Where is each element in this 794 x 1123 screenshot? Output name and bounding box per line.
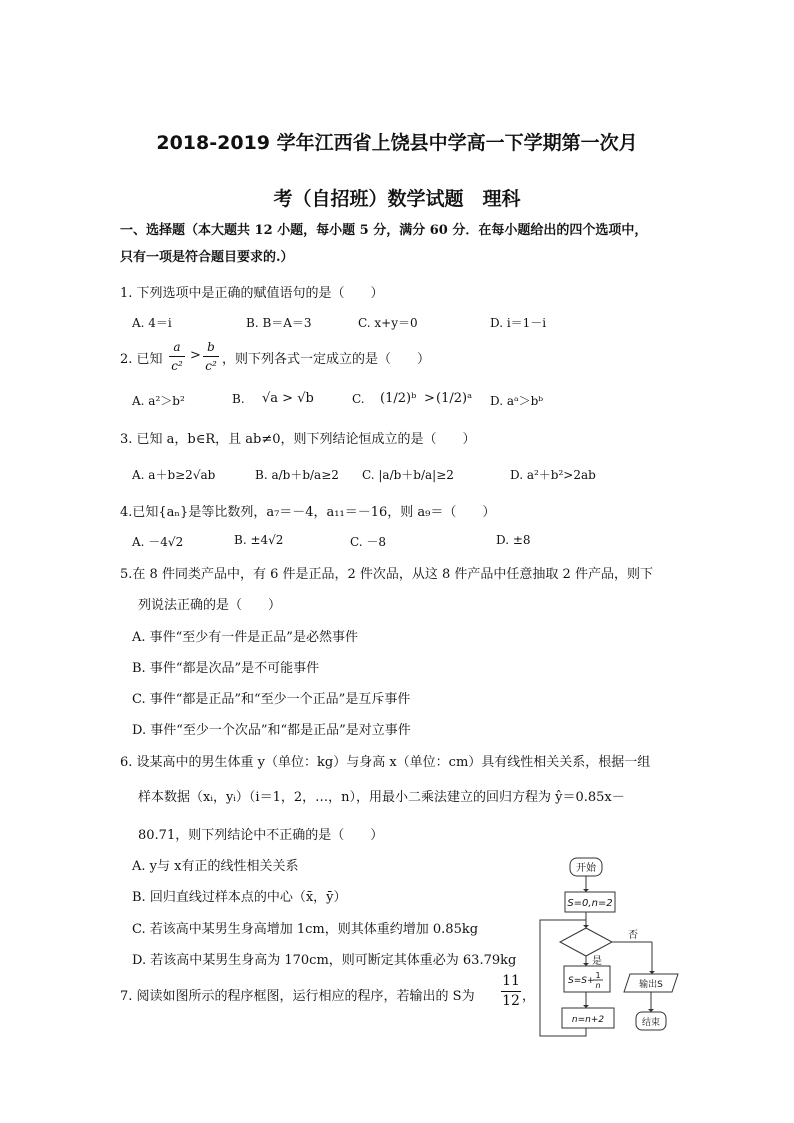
page-title: 2018-2019 学年江西省上饶县中学高一下学期第一次月 (156, 132, 638, 154)
flowchart-init-label: S=0,n=2 (567, 898, 613, 909)
question-6-stem: 6. 设某高中的男生体重 y（单位：kg）与身高 x（单位：cm）具有线性相关关系，根据一组 (120, 755, 651, 770)
flowchart-yes-label: 是 (592, 956, 602, 967)
question-2-option-b-label: B. (232, 392, 245, 406)
question-6-option-a: A. y与 x有正的线性相关关系 (132, 859, 299, 874)
flowchart-update-n-label: n=n+2 (571, 1015, 605, 1025)
question-2-option-c-left: (1/2)ᵇ (380, 391, 417, 406)
question-3-stem: 3. 已知 a，b∈R，且 ab≠0，则下列结论恒成立的是（ ） (120, 432, 476, 447)
question-1-option-d: D. i＝1－i (490, 316, 547, 330)
flowchart-end-label: 结束 (641, 1018, 661, 1028)
question-2-option-d: D. aᵃ＞bᵇ (490, 394, 544, 408)
question-4-option-d: D. ±8 (496, 533, 531, 547)
question-6-stem-line3: 80.71，则下列结论中不正确的是（ ） (138, 828, 384, 843)
section-header: 一、选择题（本大题共 12 小题，每小题 5 分，满分 60 分．在每小题给出的四个选项中， (120, 223, 648, 238)
question-5-option-b: B. 事件“都是次品”是不可能事件 (132, 661, 320, 676)
question-2-frac-a-num: a (173, 340, 181, 354)
question-2-option-c-label: C. (352, 392, 365, 406)
question-2-frac-a-den: c² (171, 359, 183, 373)
question-3-option-d: D. a²＋b²>2ab (510, 468, 596, 482)
question-5-option-c: C. 事件“都是正品”和“至少一个正品”是互斥事件 (132, 692, 411, 707)
flowchart-decision-node (560, 928, 612, 956)
question-3-option-c: C. |a/b＋b/a|≥2 (362, 468, 454, 482)
question-2-frac-line-b (203, 356, 219, 357)
question-1-option-b: B. B＝A＝3 (246, 316, 312, 330)
question-4-stem: 4.已知{aₙ}是等比数列，a₇＝－4，a₁₁＝－16，则 a₉＝（ ） (120, 505, 496, 520)
question-7-frac-line (501, 991, 521, 992)
question-6-option-c: C. 若该高中某男生身高增加 1cm，则其体重约增加 0.85kg (132, 922, 479, 937)
question-2-frac-b-num: b (207, 340, 215, 354)
flowchart-update-s-label: S=S+ (568, 976, 595, 986)
question-2-option-b-expr: √a > √b (262, 391, 314, 406)
question-1-option-a: A. 4＝i (132, 316, 172, 330)
question-5-stem: 5.在 8 件同类产品中，有 6 件是正品，2 件次品，从这 8 件产品中任意抽取 2 件产品，则下 (120, 567, 653, 582)
flowchart-output-label: 输出S (639, 980, 663, 990)
flowchart-update-s-den: n (595, 981, 601, 990)
question-4-option-c: C. －8 (350, 535, 387, 549)
question-4-option-a: A. －4√2 (132, 535, 184, 549)
question-2-frac-b-den: c² (205, 359, 217, 373)
question-1-stem: 1. 下列选项中是正确的赋值语句的是（ ） (120, 286, 384, 301)
question-5-option-d: D. 事件“至少一个次品”和“都是正品”是对立事件 (132, 723, 411, 738)
question-2-gt: > (190, 348, 201, 363)
question-1-option-c: C. x+y＝0 (358, 316, 418, 330)
question-2-frac-line-a (169, 356, 185, 357)
question-7-frac-num: 11 (502, 973, 520, 989)
question-5-stem-line2: 列说法正确的是（ ） (138, 598, 282, 613)
question-6-option-b: B. 回归直线过样本点的中心（x̄，ȳ） (132, 890, 347, 905)
program-flowchart (530, 852, 710, 1047)
question-2-stem-suffix: ，则下列各式一定成立的是（ ） (222, 352, 431, 367)
question-5-option-a: A. 事件“至少有一件是正品”是必然事件 (132, 630, 358, 645)
question-7-frac-den: 12 (502, 993, 520, 1009)
question-6-option-d: D. 若该高中某男生身高为 170cm，则可断定其体重必为 63.79kg (132, 953, 517, 968)
question-6-stem-line2: 样本数据（xᵢ，yᵢ）（i＝1，2，…，n），用最小二乘法建立的回归方程为 ŷ＝0.85x－ (138, 790, 625, 805)
flowchart-no-label: 否 (628, 930, 638, 941)
question-7-stem-suffix: ， (522, 989, 536, 1004)
question-7-stem-prefix: 7. 阅读如图所示的程序框图，运行相应的程序，若输出的 S为 (120, 989, 475, 1004)
question-2-stem-prefix: 2. 已知 (120, 352, 163, 367)
question-3-option-b: B. a/b＋b/a≥2 (255, 468, 339, 482)
page-title-line2: 考（自招班）数学试题 理科 (273, 188, 521, 210)
question-2-option-a: A. a²＞b² (132, 394, 185, 408)
question-4-option-b: B. ±4√2 (234, 533, 284, 547)
question-3-option-a: A. a＋b≥2√ab (132, 468, 216, 482)
flowchart-update-s-num: 1 (595, 971, 601, 980)
question-2-option-c-gt: > (424, 391, 435, 406)
section-header-line2: 只有一项是符合题目要求的.） (120, 250, 294, 265)
flowchart-start-label: 开始 (576, 863, 596, 874)
question-2-option-c-right: (1/2)ᵃ (436, 391, 473, 406)
